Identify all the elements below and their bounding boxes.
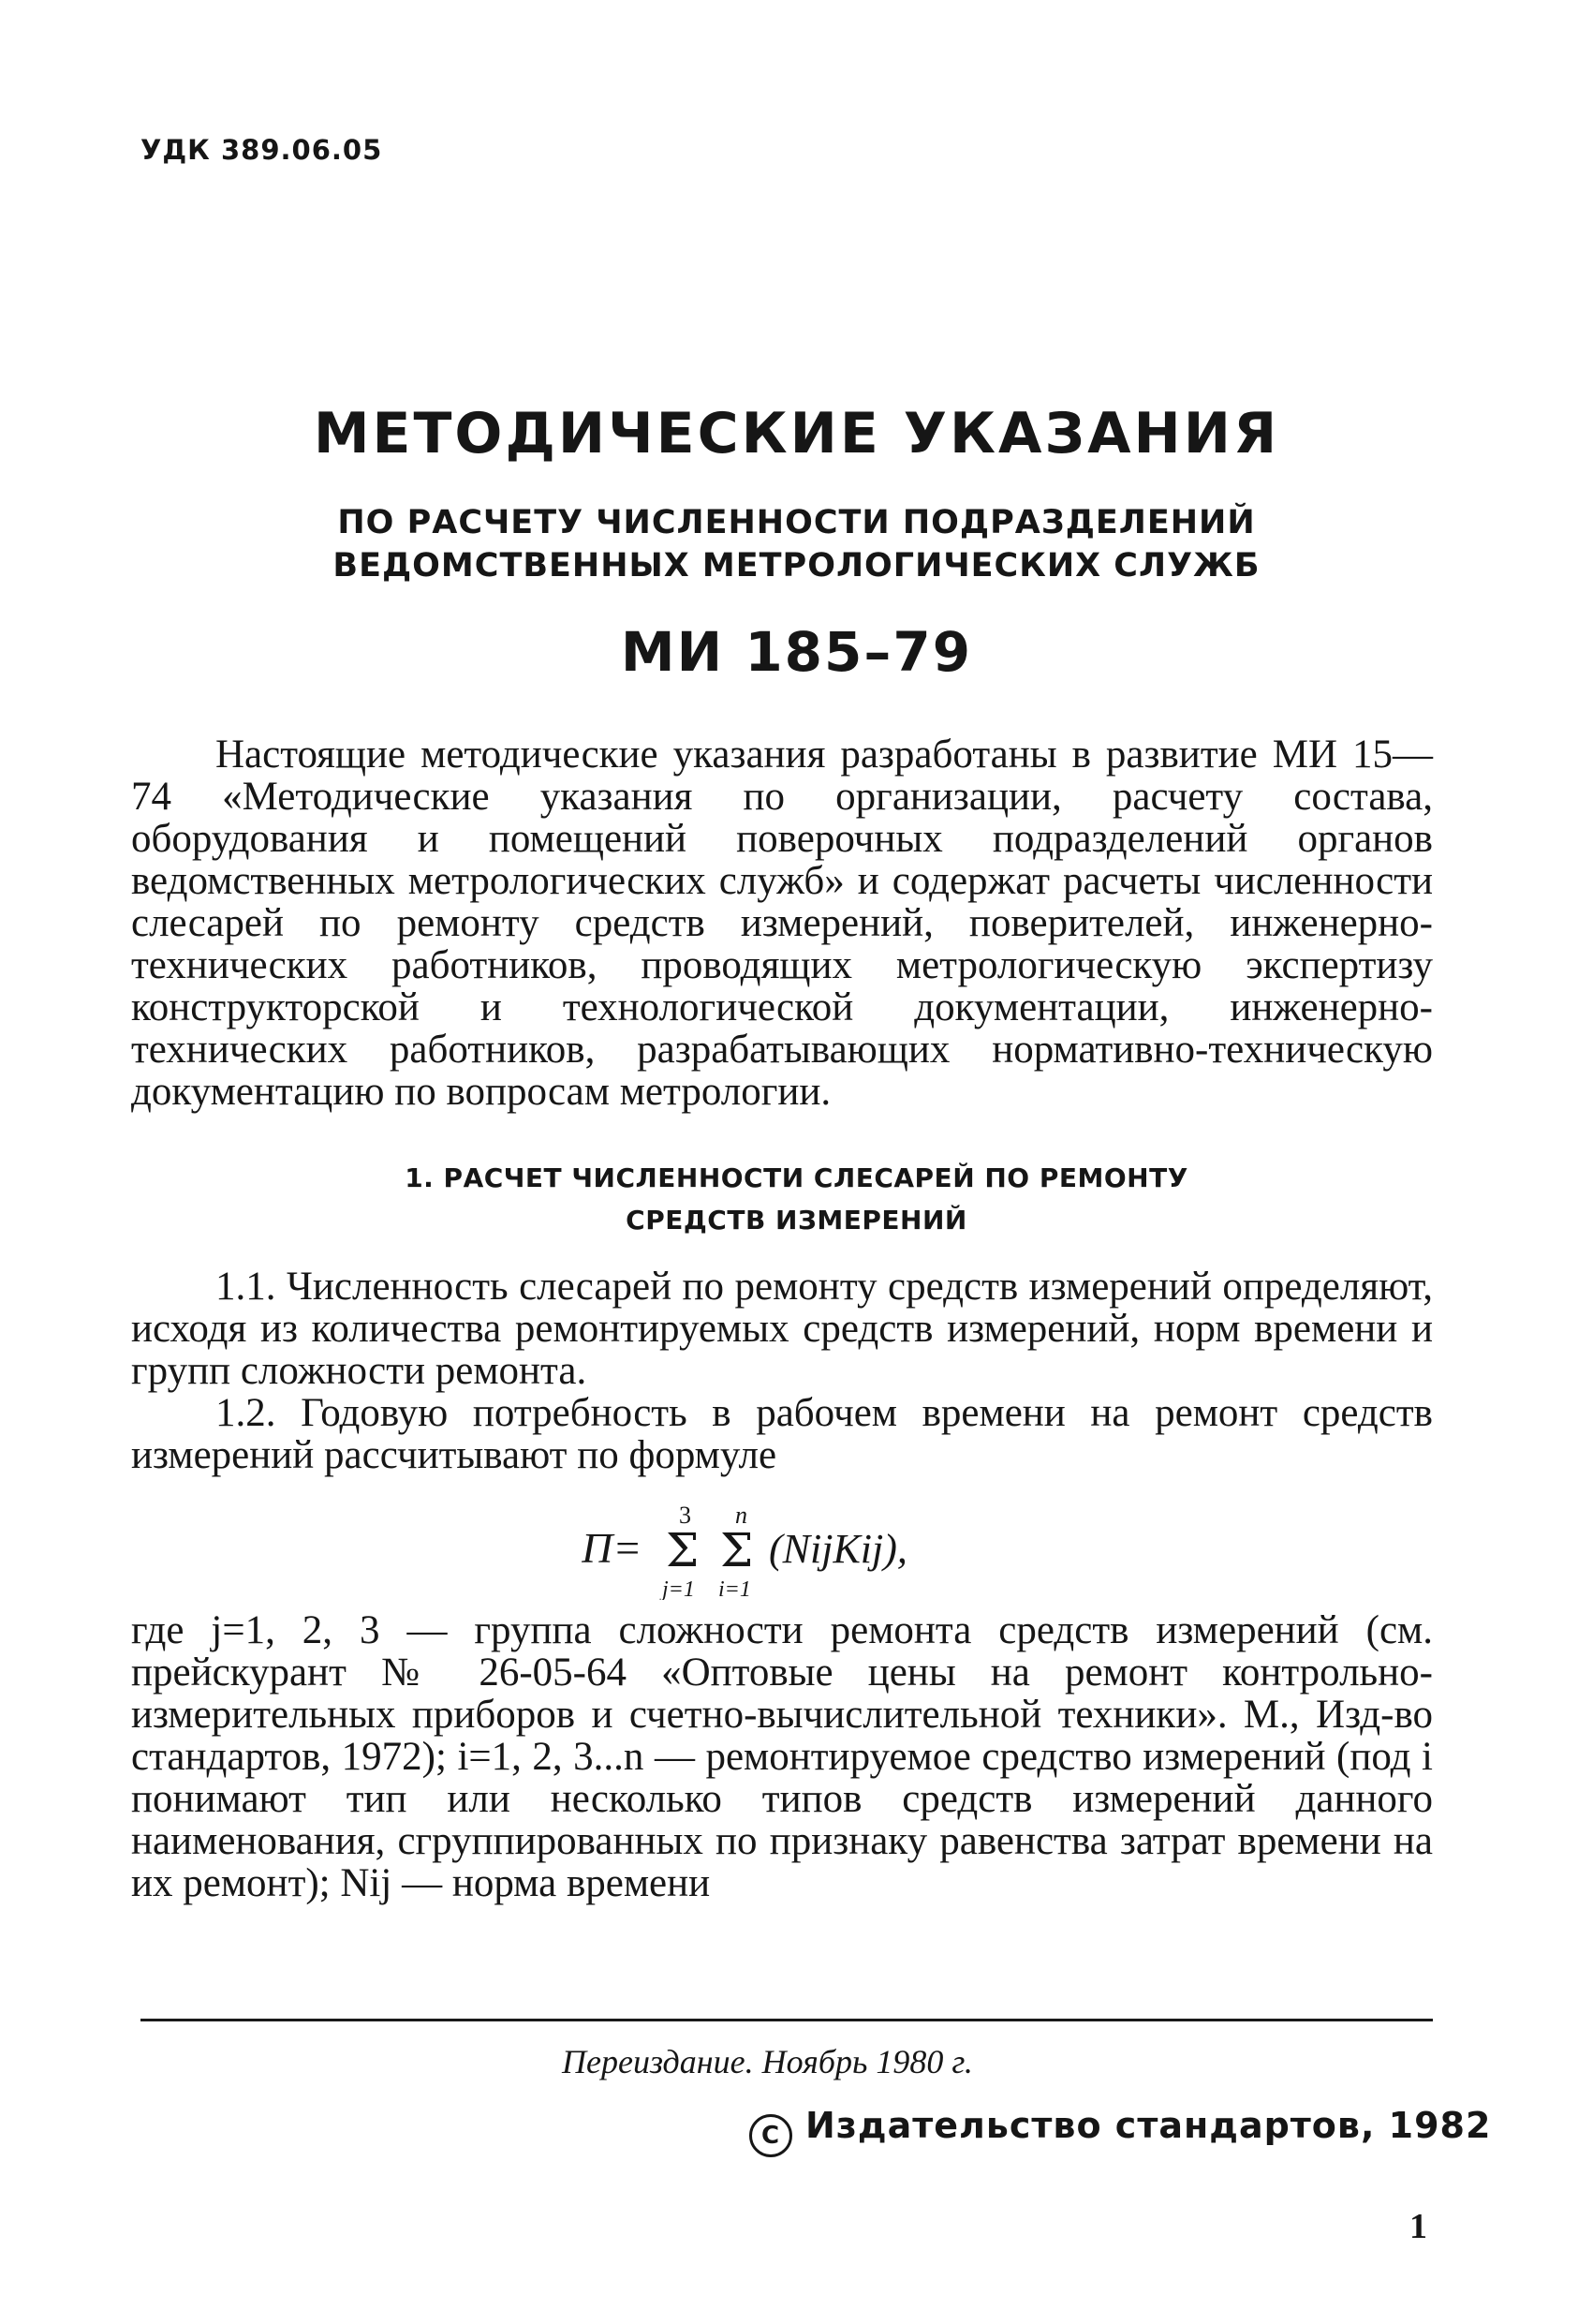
sum1-lower-limit: j=1 — [661, 1577, 695, 1600]
section-1-heading — [0, 1157, 1593, 1241]
document-title: МЕТОДИЧЕСКИЕ УКАЗАНИЯ — [313, 401, 1280, 466]
where-paragraph: где j=1, 2, 3 — группа сложности ремонта средств измерений (см. прейскурант № 26-05-64 «Оптовые цены на ремонт контрольно-измерительных приборов и счетно-вычислительной техники». М., Изд-во стандартов, 1972); i=1, 2, 3...n — ремонтируемое средство измерений (под i понимают тип или несколько типов средств измерений данного наименования, сгруппированных по признаку равенства затрат времени на их ремонт); Nij — норма времени — [131, 1608, 1433, 1905]
reprint-note: Переиздание. Ноябрь 1980 г. — [562, 2043, 973, 2080]
document-subtitle — [0, 501, 1593, 587]
sum1-upper-limit: 3 — [678, 1502, 691, 1529]
sum2-lower-limit: i=1 — [717, 1577, 751, 1600]
udk-code: УДК 389.06.05 — [140, 134, 383, 166]
footer-divider — [140, 2019, 1433, 2021]
paragraph-1-2: 1.2. Годовую потребность в рабочем времени на ремонт средств измерений рассчитывают по формуле — [131, 1391, 1433, 1477]
sum2-upper-limit: n — [734, 1502, 747, 1529]
formula-graphic — [582, 1497, 1012, 1600]
publisher-line — [749, 2105, 1491, 2157]
subtitle-line-2: ВЕДОМСТВЕННЫХ МЕТРОЛОГИЧЕСКИХ СЛУЖБ — [332, 547, 1261, 585]
copyright-icon: C — [749, 2114, 792, 2157]
repair-time-formula — [0, 1497, 1593, 1600]
subtitle-line-1: ПО РАСЧЕТУ ЧИСЛЕННОСТИ ПОДРАЗДЕЛЕНИЙ — [337, 504, 1256, 541]
publisher-name: Издательство стандартов, 1982 — [805, 2105, 1492, 2146]
intro-paragraph: Настоящие методические указания разработаны в развитие МИ 15—74 «Методические указания по организации, расчету состава, оборудования и помещений поверочных подразделений органов ведомственных метрологических служб» и содержат расчеты численности слесарей по ремонту средств измерений, поверителей, инженерно-технических работников, проводящих метрологическую экспертизу конструкторской и технологической документации, инженерно-технических работников, разрабатывающих нормативно-техническую документацию по вопросам метрологии. — [131, 733, 1433, 1114]
page-number: 1 — [1409, 2207, 1427, 2246]
section-1-heading-line-2: СРЕДСТВ ИЗМЕРЕНИЙ — [626, 1205, 967, 1236]
document-code: МИ 185–79 — [620, 620, 973, 684]
sum2-sigma: Σ — [719, 1523, 753, 1577]
formula-lhs: П= — [581, 1524, 642, 1572]
section-1-heading-line-1: 1. РАСЧЕТ ЧИСЛЕННОСТИ СЛЕСАРЕЙ ПО РЕМОНТУ — [405, 1162, 1188, 1193]
formula-body: (NijKij), — [768, 1526, 907, 1572]
paragraph-1-1: 1.1. Численность слесарей по ремонту средств измерений определяют, исходя из количества ремонтируемых средств измерений, норм времени и групп сложности ремонта. — [131, 1265, 1433, 1393]
sum1-sigma: Σ — [665, 1523, 699, 1577]
